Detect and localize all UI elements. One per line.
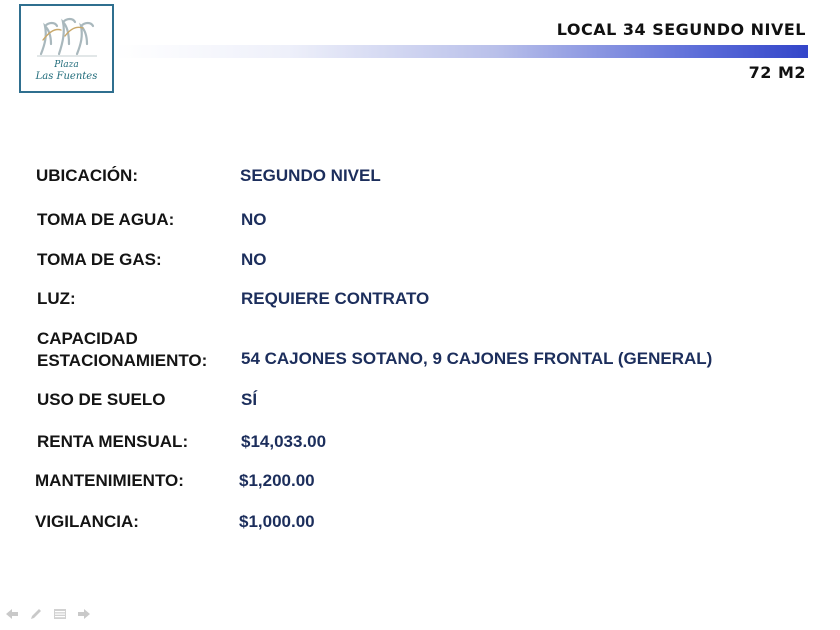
renta-mensual-label: RENTA MENSUAL: (37, 432, 189, 451)
vigilancia-value: $1,000.00 (239, 512, 315, 531)
uso-suelo-value: SÍ (241, 390, 258, 409)
page-title: LOCAL 34 SEGUNDO NIVEL (556, 20, 806, 39)
toma-gas-value: NO (241, 250, 267, 269)
fountain-logo-icon (35, 14, 99, 60)
ubicacion-value: SEGUNDO NIVEL (240, 166, 381, 185)
capacidad-label: CAPACIDAD (37, 329, 138, 348)
renta-mensual-value: $14,033.00 (241, 432, 327, 451)
luz-value: REQUIERE CONTRATO (241, 289, 430, 308)
logo-text-las-fuentes: Las Fuentes (35, 71, 98, 82)
previous-arrow-icon[interactable] (4, 606, 20, 622)
next-arrow-icon[interactable] (76, 606, 92, 622)
estacionamiento-label: ESTACIONAMIENTO: (37, 351, 208, 370)
mantenimiento-value: $1,200.00 (239, 471, 315, 490)
ubicacion-label: UBICACIÓN: (36, 166, 138, 185)
estacionamiento-value: 54 CAJONES SOTANO, 9 CAJONES FRONTAL (GENERAL) (241, 349, 713, 368)
luz-label: LUZ: (37, 289, 76, 308)
plaza-las-fuentes-logo (19, 4, 114, 93)
logo-text-plaza: Plaza (54, 60, 79, 70)
toma-agua-label: TOMA DE AGUA: (37, 210, 175, 229)
pen-icon[interactable] (28, 606, 44, 622)
toma-gas-label: TOMA DE GAS: (37, 250, 162, 269)
mantenimiento-label: MANTENIMIENTO: (35, 471, 184, 490)
menu-icon[interactable] (52, 606, 68, 622)
area-label: 72 M2 (748, 63, 806, 82)
toma-agua-value: NO (241, 210, 267, 229)
uso-suelo-label: USO DE SUELO (37, 390, 166, 409)
header-gradient-bar (114, 45, 808, 58)
slideshow-toolbar (4, 606, 92, 622)
vigilancia-label: VIGILANCIA: (35, 512, 139, 531)
